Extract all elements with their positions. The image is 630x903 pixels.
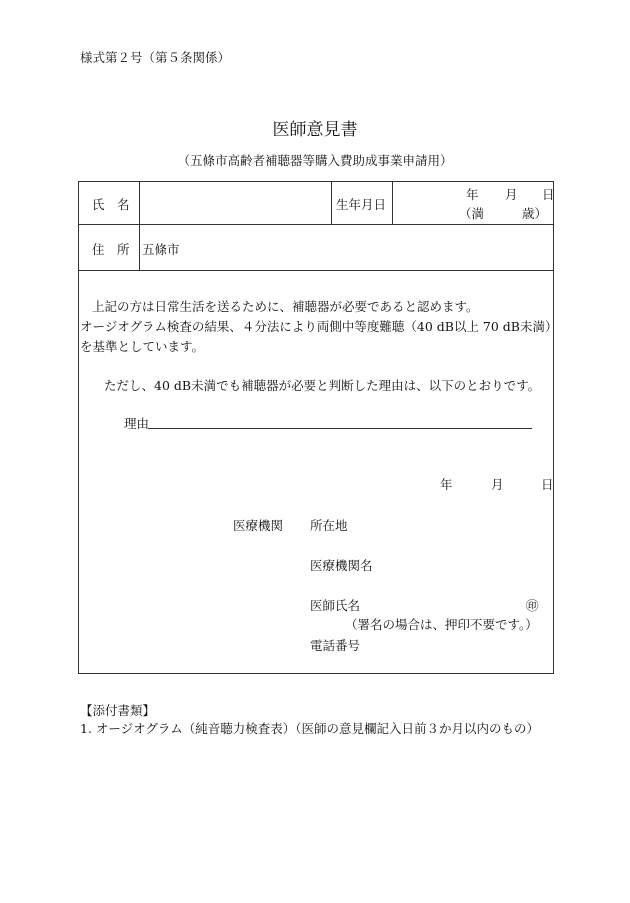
row-divider-1 (79, 224, 553, 225)
phone-label: 電話番号 (310, 638, 361, 653)
address-value[interactable]: 五條市 (142, 242, 180, 257)
age-open: （満 (459, 206, 485, 221)
body-line-2: オージオグラム検査の結果、４分法により両側中等度難聴（40 dB以上 70 dB未満） (80, 319, 558, 334)
institution-name-label: 医療機関名 (310, 558, 373, 573)
birth-label-right-divider (392, 182, 393, 224)
address-label: 住 所 (92, 242, 130, 257)
age-close: 歳） (522, 206, 548, 221)
name-field[interactable] (142, 195, 327, 213)
page-subtitle: （五條市高齢者補聴器等購入費助成事業申請用） (177, 153, 453, 168)
doctor-name-label: 医師氏名 (310, 598, 361, 613)
row-divider-2 (79, 270, 553, 271)
birth-label-left-divider (331, 182, 332, 224)
birth-day-unit: 日 (542, 187, 555, 202)
birthdate-label: 生年月日 (336, 197, 387, 212)
body-line-1: 上記の方は日常生活を送るために、補聴器が必要であると認めます。 (92, 299, 479, 314)
form-number: 様式第２号（第５条関係） (80, 50, 231, 65)
location-label: 所在地 (310, 518, 348, 533)
page-title: 医師意見書 (272, 120, 358, 140)
institution-heading: 医療機関 (233, 518, 284, 533)
attachments-heading: 【添付書類】 (80, 703, 156, 718)
date-month-unit: 月 (491, 477, 504, 492)
name-label: 氏 名 (92, 197, 130, 212)
reason-underline (148, 428, 532, 429)
birth-month-unit: 月 (505, 187, 518, 202)
body-line-3: を基準としています。 (80, 339, 205, 354)
reason-label: 理由 (124, 416, 150, 431)
birth-year-unit: 年 (466, 187, 479, 202)
date-year-unit: 年 (440, 477, 453, 492)
seal-note: （署名の場合は、押印不要です。） (345, 617, 538, 632)
seal-mark: ㊞ (526, 598, 539, 613)
date-day-unit: 日 (541, 477, 554, 492)
attachment-item-1: 1. オージオグラム（純音聴力検査表）（医師の意見欄記入日前３か月以内のもの） (80, 721, 540, 736)
body-line-4: ただし、40 dB未満でも補聴器が必要と判断した理由は、以下のとおりです。 (104, 378, 541, 393)
label-column-divider (139, 182, 140, 270)
